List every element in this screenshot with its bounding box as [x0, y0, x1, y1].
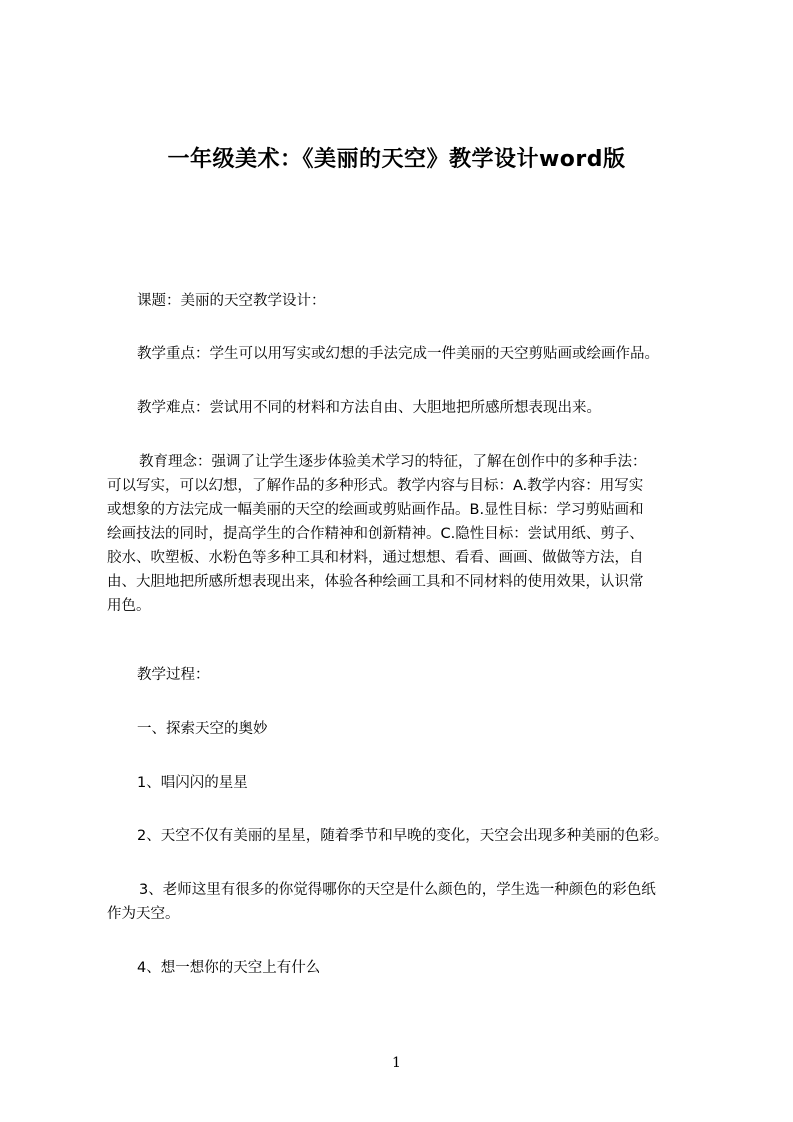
- paragraph-line: 作为天空。: [107, 906, 180, 922]
- paragraph-line: 可以写实，可以幻想，了解作品的多种形式。教学内容与目标：A.教学内容：用写实: [107, 478, 644, 494]
- paragraph-line: 绘画技法的同时，提高学生的合作精神和创新精神。C.隐性目标：尝试用纸、剪子、: [107, 526, 644, 542]
- list-item-step-2: 2、天空不仅有美丽的星星，随着季节和早晚的变化，天空会出现多种美丽的色彩。: [137, 828, 669, 844]
- document-title: 一年级美术：《美丽的天空》教学设计word版: [167, 147, 626, 172]
- paragraph-line: 由、大胆地把所感所想表现出来，体验各种绘画工具和不同材料的使用效果，认识常: [107, 574, 644, 590]
- paragraph-line: 胶水、吹塑板、水粉色等多种工具和材料，通过想想、看看、画画、做做等方法，自: [107, 550, 644, 566]
- section-heading-explore: 一、探索天空的奥妙: [137, 721, 268, 737]
- paragraph-topic: 课题：美丽的天空教学设计：: [137, 293, 326, 309]
- paragraph-philosophy: [107, 450, 717, 618]
- paragraph-difficulties: 教学难点：尝试用不同的材料和方法自由、大胆地把所感所想表现出来。: [137, 400, 601, 416]
- paragraph-line: 或想象的方法完成一幅美丽的天空的绘画或剪贴画作品。B.显性目标：学习剪贴画和: [107, 502, 644, 518]
- paragraph-line: 用色。: [107, 598, 151, 614]
- list-item-step-4: 4、想一想你的天空上有什么: [137, 960, 321, 976]
- paragraph-line: 3、老师这里有很多的你觉得哪你的天空是什么颜色的，学生选一种颜色的彩色纸: [139, 882, 656, 898]
- page-number: 1: [392, 1055, 401, 1071]
- paragraph-key-points: 教学重点：学生可以用写实或幻想的手法完成一件美丽的天空剪贴画或绘画作品。: [137, 346, 659, 362]
- list-item-step-3: [107, 878, 717, 926]
- paragraph-process: 教学过程：: [137, 667, 210, 683]
- paragraph-line: 教育理念：强调了让学生逐步体验美术学习的特征，了解在创作中的多种手法：: [139, 454, 647, 470]
- list-item-step-1: 1、唱闪闪的星星: [137, 775, 248, 791]
